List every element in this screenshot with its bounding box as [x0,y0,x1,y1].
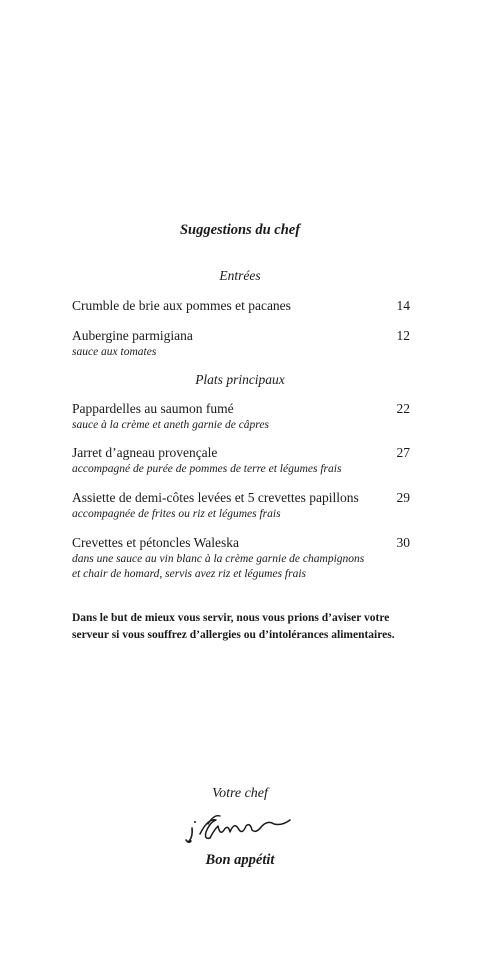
item-price: 22 [396,401,410,416]
menu-title: Suggestions du chef [179,222,301,238]
item-name: Pappardelles au saumon fumé [72,401,234,416]
item-name: Crumble de brie aux pommes et pacanes [72,298,291,313]
section-heading-entrees: Entrées [219,268,261,283]
closing-text: Bon appétit [205,852,275,868]
item-description-line-1: dans une sauce au vin blanc à la crème garnie de champignons [72,553,365,565]
section-heading-plats: Plats principaux [195,372,285,387]
item-price: 27 [396,445,410,460]
item-name: Crevettes et pétoncles Waleska [72,535,239,550]
menu-item [72,328,410,360]
menu-item [72,298,410,314]
item-name: Jarret d’agneau provençale [72,445,218,460]
item-description: accompagnée de frites ou riz et légumes frais [72,508,281,520]
signature-label: Votre chef [212,786,268,801]
menu-item [72,490,410,522]
menu-item [72,401,410,433]
item-description: sauce aux tomates [72,346,157,358]
item-price: 29 [396,490,410,505]
item-price: 30 [396,535,410,550]
item-description-line-2: et chair de homard, servis avez riz et légumes frais [72,568,307,580]
allergy-notice: Dans le but de mieux vous servir, nous vous prions d’aviser votre serveur si vous souffrez d’allergies ou d’intolérances alimentaires. [72,612,395,641]
menu-item [72,445,410,477]
chef-signature [184,808,294,848]
item-description: accompagné de purée de pommes de terre et légumes frais [72,463,342,475]
item-price: 12 [396,328,410,343]
item-name: Assiette de demi-côtes levées et 5 crevettes papillons [72,490,359,505]
item-price: 14 [396,298,410,313]
item-name: Aubergine parmigiana [72,328,193,343]
item-description: sauce à la crème et aneth garnie de câpres [72,419,269,431]
menu-item [72,535,410,582]
